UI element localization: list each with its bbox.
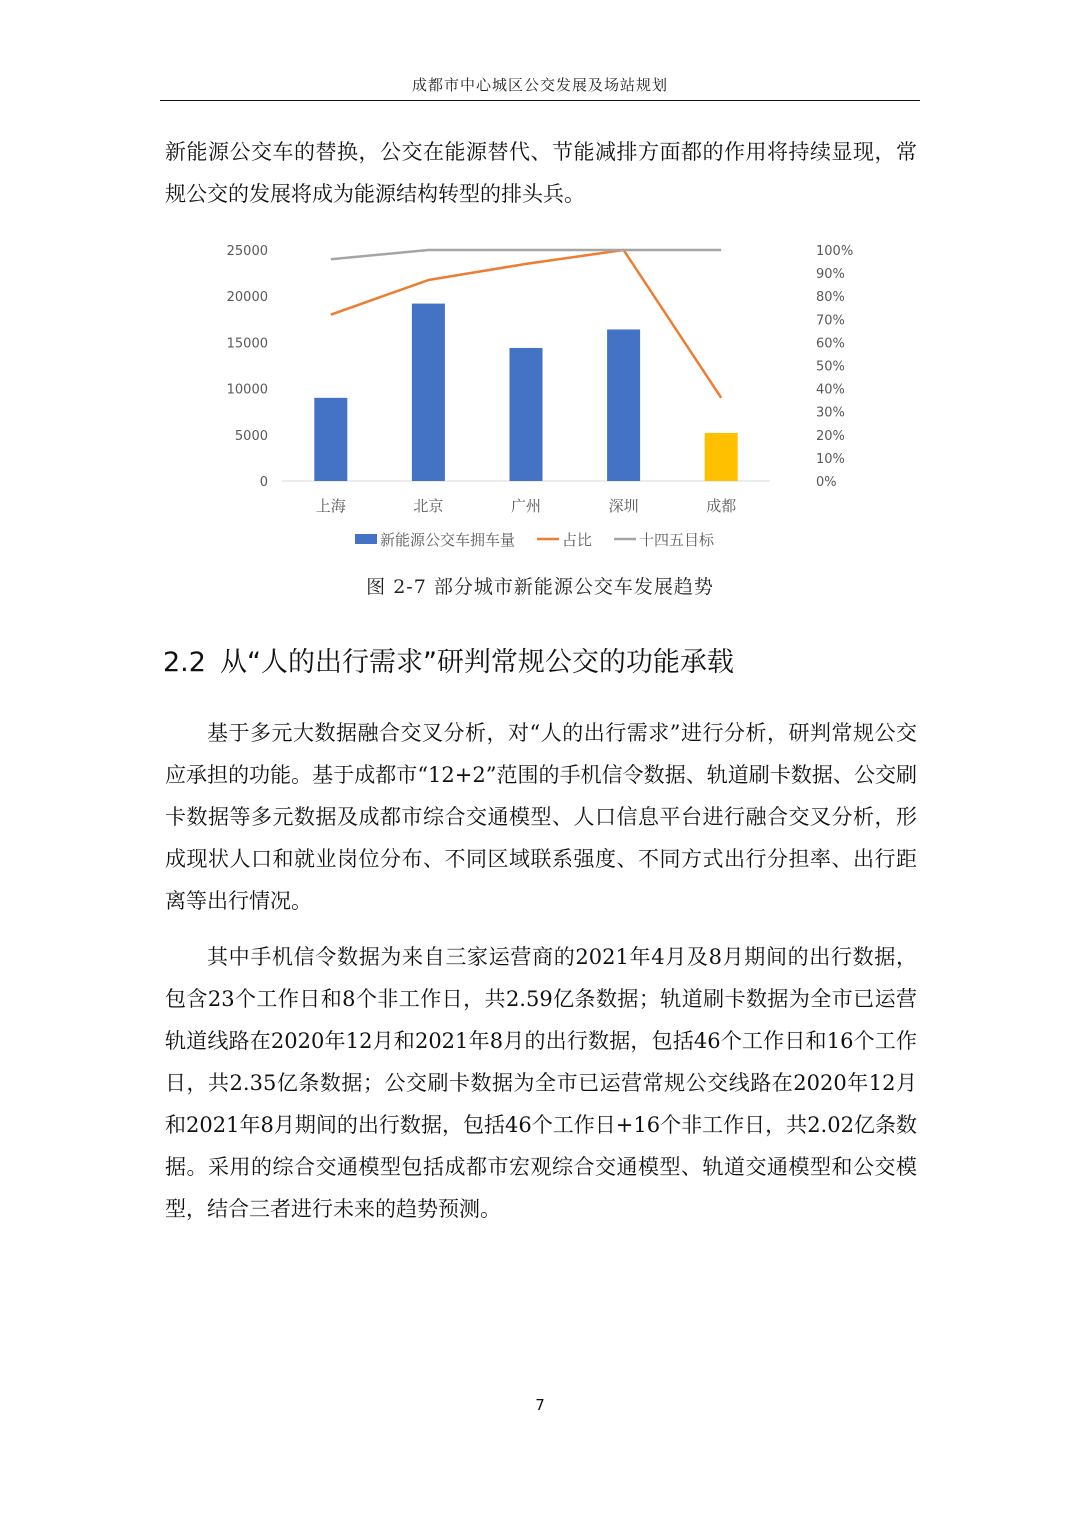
section-number: 2.2 [163, 647, 206, 678]
y-right-tick-label: 40% [816, 382, 845, 398]
paragraph-intro: 新能源公交车的替换，公交在能源替代、节能减排方面都的作用将持续显现，常规公交的发展将成为能源结构转型的排头兵。 [165, 140, 917, 206]
legend-label: 占比 [562, 531, 593, 549]
bar-line-chart [200, 232, 880, 562]
y-left-tick-label: 0 [259, 475, 268, 490]
page-number: 7 [535, 1396, 545, 1414]
y-right-tick-label: 80% [816, 290, 845, 306]
y-left-tick-label: 20000 [226, 290, 268, 306]
paragraph-data-sources: 其中手机信令数据为来自三家运营商的2021年4月及8月期间的出行数据，包含23个工作日和8个非工作日，共2.59亿条数据；轨道刷卡数据为全市已运营轨道线路在2020年12月和2021年8月的出行数据，包括46个工作日和16个工作日，共2.35亿条数据；公交刷卡数据为全市已运营常规公交线路在2020年12月和2021年8月期间的出行数据，包括46个工作日+16个非工作日，共2.02亿条数据。采用的综合交通模型包括成都市宏观综合交通模型、轨道交通模型和公交模型，结合三者进行未来的趋势预测。 [165, 945, 917, 1221]
legend-label: 十四五目标 [639, 531, 715, 549]
y-left-tick-label: 25000 [226, 244, 268, 259]
y-right-tick-label: 50% [816, 359, 845, 375]
x-tick-label: 广州 [510, 497, 542, 515]
x-tick-label: 上海 [315, 497, 346, 515]
section-heading [163, 640, 734, 679]
x-tick-label: 成都 [706, 497, 737, 515]
bar [314, 398, 347, 481]
section-title-text: 从“人的出行需求”研判常规公交的功能承载 [219, 647, 734, 678]
y-right-tick-label: 10% [816, 451, 845, 467]
y-right-tick-label: 0% [816, 475, 837, 490]
y-right-tick-label: 70% [816, 313, 845, 329]
x-tick-label: 深圳 [608, 497, 639, 515]
target-line [331, 250, 721, 259]
header-rule [160, 100, 920, 101]
y-left-tick-label: 15000 [226, 336, 268, 352]
bar [510, 348, 543, 481]
y-right-tick-label: 20% [816, 428, 845, 444]
running-header: 成都市中心城区公交发展及场站规划 [411, 76, 668, 94]
paragraph-method: 基于多元大数据融合交叉分析，对“人的出行需求”进行分析，研判常规公交应承担的功能。基于成都市“12+2”范围的手机信令数据、轨道刷卡数据、公交刷卡数据等多元数据及成都市综合交通模型、人口信息平台进行融合交叉分析，形成现状人口和就业岗位分布、不同区域联系强度、不同方式出行分担率、出行距离等出行情况。 [165, 721, 917, 913]
y-right-tick-label: 100% [816, 244, 854, 259]
y-right-tick-label: 60% [816, 336, 845, 352]
bar [705, 433, 738, 481]
bar [412, 304, 445, 481]
figure-caption: 图 2-7 部分城市新能源公交车发展趋势 [366, 576, 714, 598]
y-right-tick-label: 90% [816, 267, 845, 283]
legend-label: 新能源公交车拥车量 [380, 531, 516, 549]
y-right-tick-label: 30% [816, 405, 845, 421]
bar [607, 329, 640, 481]
legend-swatch-bar [355, 534, 377, 544]
x-tick-label: 北京 [413, 497, 444, 515]
y-left-tick-label: 5000 [234, 428, 268, 444]
y-left-tick-label: 10000 [226, 382, 268, 398]
